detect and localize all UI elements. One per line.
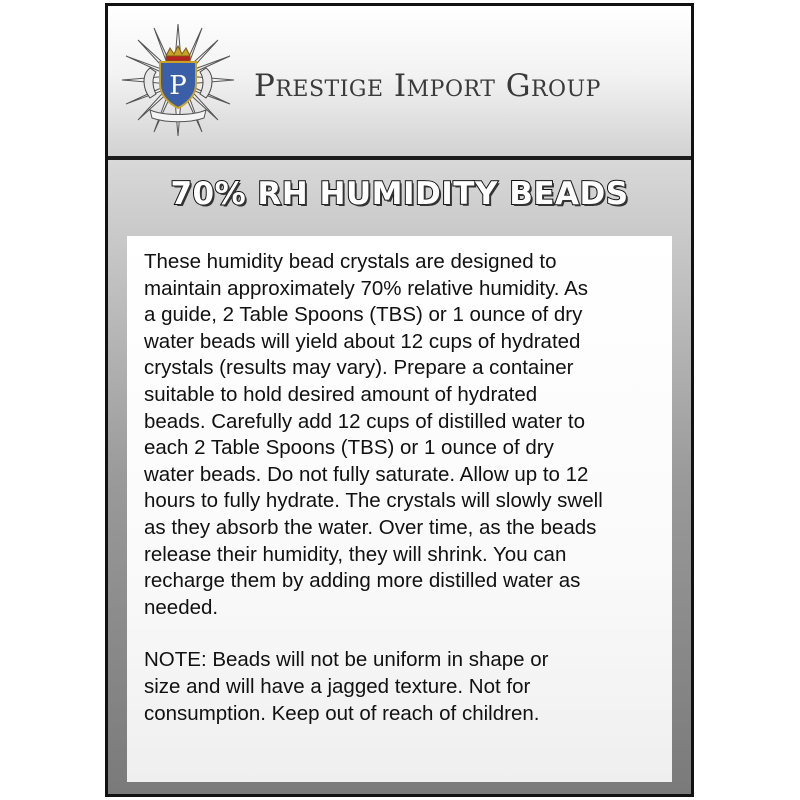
label-body	[108, 160, 691, 794]
note-text: NOTE: Beads will not be uniform in shape or size and will have a jagged texture. Not for consumption. Keep out of reach of children.	[144, 648, 549, 725]
product-label-card	[105, 3, 694, 797]
brand-name: Prestige Import Group	[254, 68, 601, 104]
brand-header	[108, 6, 691, 156]
instructions-box	[127, 236, 672, 782]
svg-text:P: P	[169, 71, 187, 101]
heraldic-crest-p-icon	[120, 22, 236, 138]
description-text: These humidity bead crystals are designed to maintain approximately 70% relative humidity. As a guide, 2 Table Spoons (TBS) or 1 ounce of dry water beads will yield about 12 cups of hydrated crystals (results may vary). Prepare a container suitable to hold desired amount of hydrated beads. Carefully add 12 cups of distilled water to each 2 Table Spoons (TBS) or 1 ounce of dry water beads. Do not fully saturate. Allow up to 12 hours to fully hydrate. The crystals will slowly swell as they absorb the water. Over time, as the beads release their humidity, they will shrink. You can recharge them by adding more distilled water as needed.	[144, 250, 603, 619]
product-title: 70% RH HUMIDITY BEADS	[170, 176, 629, 212]
